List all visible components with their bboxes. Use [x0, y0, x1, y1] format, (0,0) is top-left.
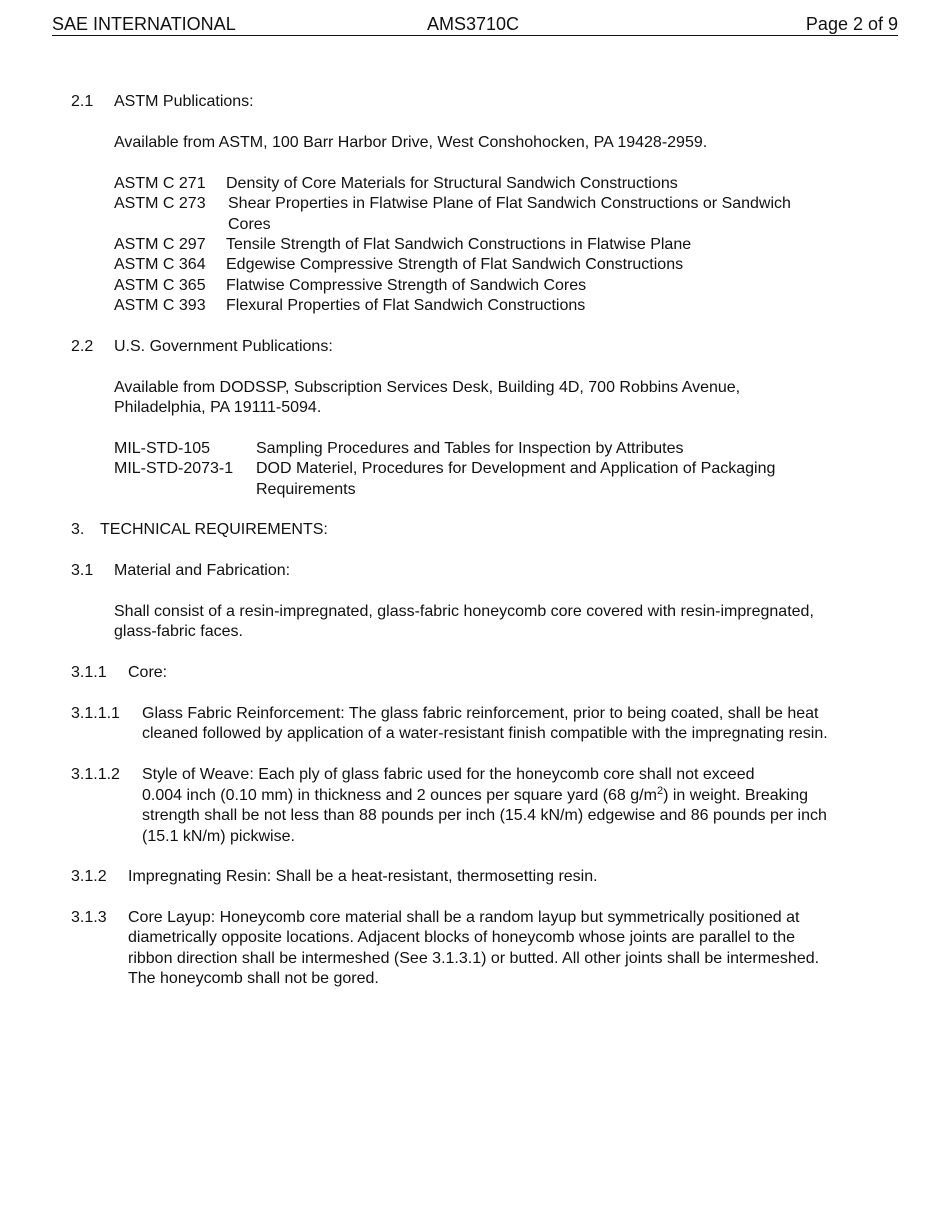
- section-heading: ASTM Publications:: [114, 93, 254, 110]
- section-number: 2.2: [71, 338, 94, 355]
- section-number: 3.1.1.2: [71, 766, 120, 783]
- paragraph-line: Impregnating Resin: Shall be a heat-resistant, thermosetting resin.: [128, 868, 598, 885]
- section-heading: Material and Fabrication:: [114, 562, 291, 579]
- reference-code: ASTM C 271: [114, 175, 206, 192]
- availability-text: Philadelphia, PA 19111-5094.: [114, 399, 322, 416]
- availability-text: Available from ASTM, 100 Barr Harbor Drive, West Conshohocken, PA 19428-2959.: [114, 134, 708, 151]
- reference-title: Sampling Procedures and Tables for Inspection by Attributes: [256, 440, 684, 457]
- reference-code: MIL-STD-105: [114, 440, 211, 457]
- header-page-number: Page 2 of 9: [805, 14, 898, 34]
- reference-code: ASTM C 365: [114, 277, 206, 294]
- paragraph-line: glass-fabric faces.: [114, 623, 243, 640]
- reference-title: Flexural Properties of Flat Sandwich Constructions: [226, 297, 586, 314]
- reference-code: ASTM C 297: [114, 236, 206, 253]
- reference-title: Density of Core Materials for Structural Sandwich Constructions: [226, 175, 678, 192]
- page-header: [52, 12, 898, 36]
- reference-code: ASTM C 393: [114, 297, 206, 314]
- paragraph-line: Style of Weave: Each ply of glass fabric used for the honeycomb core shall not exceed: [142, 766, 755, 783]
- reference-title: Edgewise Compressive Strength of Flat Sandwich Constructions: [226, 256, 684, 273]
- reference-title: Shear Properties in Flatwise Plane of Flat Sandwich Constructions or Sandwich: [228, 195, 791, 212]
- paragraph-line: Shall consist of a resin-impregnated, glass-fabric honeycomb core covered with resin-impregnated,: [114, 603, 814, 620]
- paragraph-line: diametrically opposite locations. Adjacent blocks of honeycomb whose joints are parallel to the: [128, 929, 796, 946]
- paragraph-line: The honeycomb shall not be gored.: [128, 970, 379, 987]
- paragraph-line: cleaned followed by application of a water-resistant finish compatible with the impregnating resin.: [142, 725, 828, 742]
- reference-code: ASTM C 273: [114, 195, 206, 212]
- paragraph-line: [142, 786, 808, 806]
- reference-title-continued: Requirements: [256, 481, 356, 498]
- reference-title: Flatwise Compressive Strength of Sandwich Cores: [226, 277, 587, 294]
- section-number: 3.1.1: [71, 664, 107, 681]
- section-number: 3.1.1.1: [71, 705, 120, 722]
- header-document-number: AMS3710C: [427, 14, 520, 34]
- reference-code: ASTM C 364: [114, 256, 206, 273]
- paragraph-line: (15.1 kN/m) pickwise.: [142, 828, 295, 845]
- reference-title: Tensile Strength of Flat Sandwich Constructions in Flatwise Plane: [226, 236, 692, 253]
- header-organization: SAE INTERNATIONAL: [52, 14, 236, 34]
- paragraph-line: strength shall be not less than 88 pounds per inch (15.4 kN/m) edgewise and 86 pounds per inch: [142, 807, 827, 824]
- paragraph-line: Glass Fabric Reinforcement: The glass fabric reinforcement, prior to being coated, shall be heat: [142, 705, 819, 722]
- reference-title: DOD Materiel, Procedures for Development and Application of Packaging: [256, 460, 776, 477]
- paragraph-line: Core Layup: Honeycomb core material shall be a random layup but symmetrically positioned at: [128, 909, 800, 926]
- section-heading: U.S. Government Publications:: [114, 338, 333, 355]
- section-number: 3.1.2: [71, 868, 107, 885]
- section-number: 3.1.3: [71, 909, 107, 926]
- reference-code: MIL-STD-2073-1: [114, 460, 234, 477]
- reference-title-continued: Cores: [228, 216, 271, 233]
- section-heading: TECHNICAL REQUIREMENTS:: [100, 521, 328, 538]
- section-number: 3.1: [71, 562, 94, 579]
- section-number: 3.: [71, 521, 85, 538]
- section-number: 2.1: [71, 93, 94, 110]
- paragraph-line: ribbon direction shall be intermeshed (See 3.1.3.1) or butted. All other joints shall be intermeshed.: [128, 950, 820, 967]
- section-heading: Core:: [128, 664, 168, 681]
- text-run: ) in weight. Breaking: [663, 787, 809, 804]
- text-run: 0.004 inch (0.10 mm) in thickness and 2 ounces per square yard (68 g/m: [142, 787, 657, 804]
- availability-text: Available from DODSSP, Subscription Services Desk, Building 4D, 700 Robbins Avenue,: [114, 379, 741, 396]
- superscript: 2: [656, 785, 664, 797]
